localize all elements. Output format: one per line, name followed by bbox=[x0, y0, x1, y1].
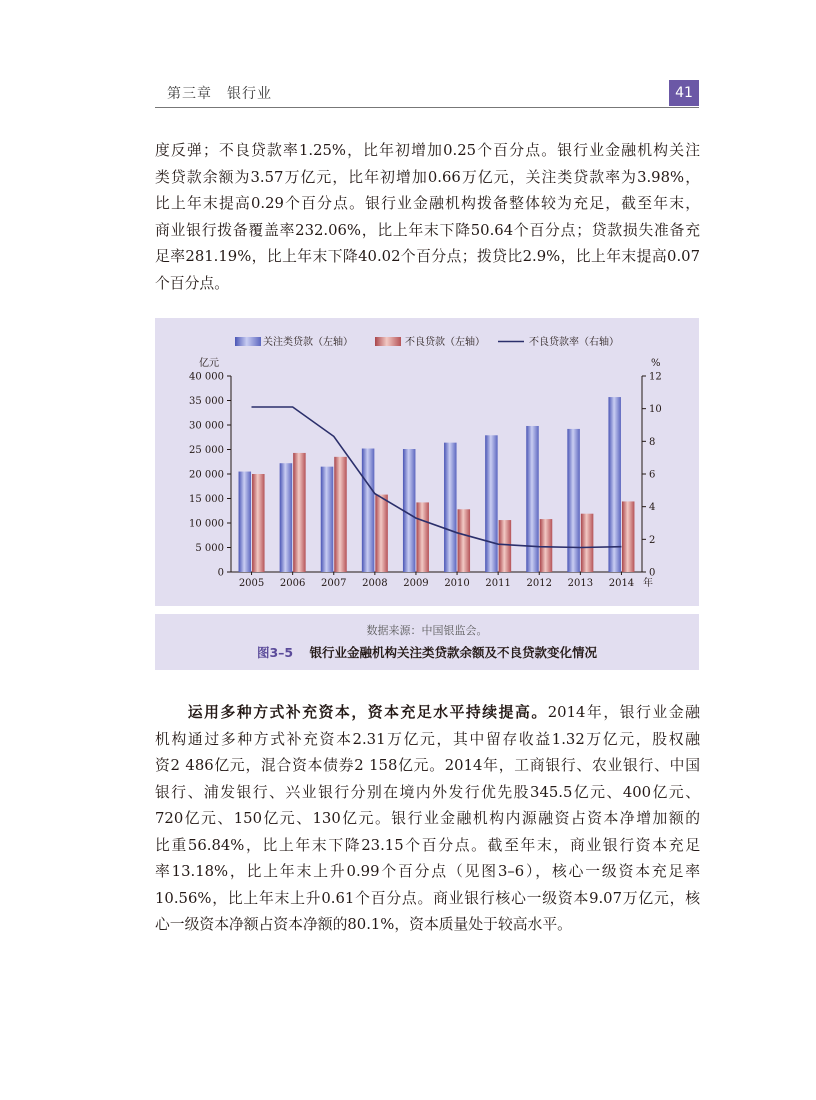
legend-swatch-npl bbox=[375, 337, 401, 346]
x-axis-tick-label: 2011 bbox=[485, 578, 511, 589]
text-line: 机构通过多种方式补充资本2.31万亿元，其中留存收益1.32万亿元，股权融 bbox=[155, 730, 700, 748]
bar-npl bbox=[375, 495, 388, 572]
legend-label-npl: 不良贷款（左轴） bbox=[405, 337, 485, 348]
figure-caption bbox=[155, 614, 699, 670]
left-axis-tick-label: 35 000 bbox=[189, 396, 224, 407]
figure-title-text: 银行业金融机构关注类贷款余额及不良贷款变化情况 bbox=[309, 645, 598, 660]
figure-number: 图3–5 bbox=[256, 645, 294, 660]
right-axis-tick-label: 6 bbox=[649, 469, 656, 481]
x-axis-tick-label: 2012 bbox=[526, 578, 552, 589]
bar-npl bbox=[334, 457, 347, 572]
plot-area bbox=[189, 372, 662, 590]
right-axis-tick-label: 10 bbox=[649, 404, 662, 416]
x-axis-tick-label: 2010 bbox=[444, 578, 470, 589]
text-line: 比重56.84%，比上年末下降23.15个百分点。截至年末，商业银行资本充足 bbox=[155, 836, 700, 854]
x-axis-tick-label: 2013 bbox=[567, 578, 594, 589]
chart bbox=[155, 318, 699, 606]
bar-npl bbox=[416, 502, 429, 572]
x-axis-tick-label: 2009 bbox=[403, 578, 429, 589]
text-line: 心一级资本净额占资本净额的80.1%，资本质量处于较高水平。 bbox=[155, 916, 572, 933]
x-axis-tick-label: 2005 bbox=[238, 578, 265, 589]
x-axis-tick-label: 2014 bbox=[608, 578, 635, 589]
running-header bbox=[155, 80, 699, 106]
right-axis-tick-label: 12 bbox=[649, 371, 662, 383]
bold-lead-sentence: 运用多种方式补充资本，资本充足水平持续提高。 bbox=[187, 704, 548, 721]
right-axis-tick-label: 0 bbox=[649, 567, 656, 579]
text-run: 2014年，银行业金融 bbox=[547, 704, 700, 721]
x-axis-unit: 年 bbox=[643, 578, 653, 589]
left-axis-tick-label: 30 000 bbox=[189, 420, 224, 432]
text-line: 银行、浦发银行、兴业银行分别在境内外发行优先股345.5亿元、400亿元、 bbox=[155, 783, 700, 801]
chapter-title: 第三章 银行业 bbox=[167, 86, 272, 102]
text-line: 率13.18%，比上年末上升0.99个百分点（见图3–6），核心一级资本充足率 bbox=[155, 863, 700, 880]
x-axis-tick-label: 2006 bbox=[279, 578, 306, 589]
left-axis-tick-label: 20 000 bbox=[189, 469, 224, 481]
bar-attention-loans bbox=[485, 435, 498, 572]
bar-npl bbox=[581, 514, 594, 572]
figure-title bbox=[155, 643, 699, 661]
x-axis-tick-label: 2008 bbox=[362, 578, 388, 589]
bar-npl bbox=[540, 519, 553, 572]
bar-attention-loans bbox=[567, 429, 580, 572]
data-source-note: 数据来源：中国银监会。 bbox=[366, 624, 488, 637]
right-axis-tick-label: 4 bbox=[649, 502, 656, 514]
left-axis-unit: 亿元 bbox=[199, 358, 219, 369]
bar-attention-loans bbox=[239, 472, 252, 572]
right-axis-unit: % bbox=[651, 358, 661, 369]
legend-label-attention-loans: 关注类贷款（左轴） bbox=[263, 337, 353, 348]
page-number: 41 bbox=[669, 80, 699, 106]
bar-npl bbox=[458, 509, 471, 572]
bar-attention-loans bbox=[280, 463, 293, 572]
text-line: 类贷款余额为3.57万亿元，比年初增加0.66万亿元，关注类贷款率为3.98%， bbox=[155, 168, 700, 186]
text-line: 个百分点。 bbox=[155, 274, 229, 292]
text-line: 足率281.19%，比上年末下降40.02个百分点；拨贷比2.9%，比上年末提高0.07 bbox=[155, 248, 700, 265]
text-line: 度反弹；不良贷款率1.25%，比年初增加0.25个百分点。银行业金融机构关注 bbox=[155, 142, 700, 159]
x-axis-tick-label: 2007 bbox=[321, 578, 347, 589]
right-axis-tick-label: 2 bbox=[649, 534, 656, 546]
bar-attention-loans bbox=[403, 449, 416, 572]
bar-npl bbox=[293, 453, 306, 572]
chart-legend bbox=[235, 335, 619, 348]
text-line: 比上年末提高0.29个百分点。银行业金融机构拨备整体较为充足，截至年末， bbox=[155, 195, 700, 212]
bar-npl bbox=[252, 474, 264, 572]
npl-ratio-line bbox=[252, 407, 622, 548]
left-axis-tick-label: 40 000 bbox=[189, 371, 224, 383]
bar-attention-loans bbox=[608, 397, 621, 572]
text-line: 商业银行拨备覆盖率232.06%，比上年末下降50.64个百分点；贷款损失准备充 bbox=[155, 221, 700, 239]
left-axis-tick-label: 25 000 bbox=[189, 445, 224, 456]
bar-attention-loans bbox=[321, 467, 334, 572]
text-line: 资2 486亿元，混合资本债券2 158亿元。2014年，工商银行、农业银行、中国 bbox=[155, 757, 700, 774]
text-line: 10.56%，比上年末上升0.61个百分点。商业银行核心一级资本9.07万亿元，核 bbox=[155, 889, 700, 907]
text-line: 720亿元、150亿元、130亿元。银行业金融机构内源融资占资本净增加额的 bbox=[155, 810, 700, 827]
left-axis-tick-label: 5 000 bbox=[195, 543, 224, 554]
text-line bbox=[155, 700, 700, 727]
paragraph-2 bbox=[155, 700, 700, 939]
legend-swatch-attention-loans bbox=[235, 337, 261, 346]
bar-npl bbox=[499, 520, 512, 572]
left-axis-tick-label: 15 000 bbox=[189, 494, 224, 505]
header-rule bbox=[155, 107, 699, 108]
legend-label-npl-ratio: 不良贷款率（右轴） bbox=[529, 337, 619, 348]
right-axis-tick-label: 8 bbox=[649, 436, 656, 448]
bar-npl bbox=[622, 501, 635, 572]
figure-chart-panel bbox=[155, 318, 699, 606]
bar-attention-loans bbox=[526, 426, 539, 572]
bar-attention-loans bbox=[444, 443, 457, 572]
paragraph-1 bbox=[155, 138, 700, 297]
bar-attention-loans bbox=[362, 449, 375, 572]
left-axis-tick-label: 0 bbox=[217, 567, 224, 579]
left-axis-tick-label: 10 000 bbox=[189, 518, 224, 530]
